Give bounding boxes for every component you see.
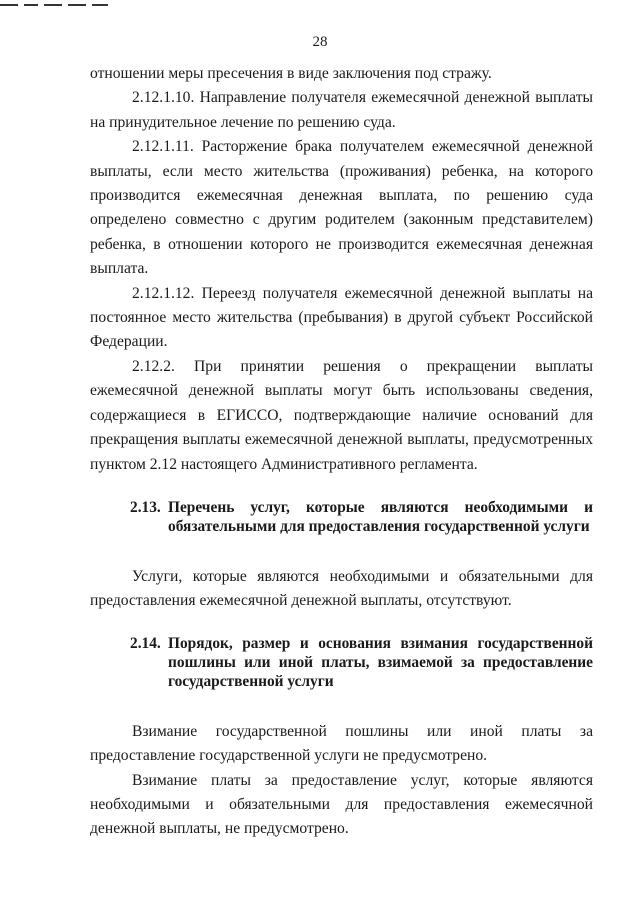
paragraph: 2.12.1.12. Переезд получателя ежемесячной денежной выплаты на постоянное место жительства (пребывания) в другой субъект Российской Федерации. bbox=[90, 284, 593, 351]
scan-artifact bbox=[0, 4, 18, 6]
document-body bbox=[90, 62, 593, 842]
paragraph: 2.12.1.10. Направление получателя ежемесячной денежной выплаты на принудительное лечение по решению суда. bbox=[90, 89, 593, 131]
paragraph: Взимание государственной пошлины или иной платы за предоставление государственной услуги не предусмотрено. bbox=[90, 722, 593, 765]
scan-artifact bbox=[24, 4, 38, 6]
paragraph: Взимание платы за предоставление услуг, которые являются необходимыми и обязательными для предоставления ежемесячной денежной выплаты, не предусмотрено. bbox=[90, 771, 593, 838]
scan-artifact bbox=[68, 4, 86, 6]
scan-artifact bbox=[44, 4, 62, 6]
section-title: Перечень услуг, которые являются необходимыми и обязательными для предоставления государственной услуги bbox=[168, 498, 593, 535]
paragraph: 2.12.1.11. Расторжение брака получателем ежемесячной денежной выплаты, если место жительства (проживания) ребенка, на которого производится ежемесячная денежная выплата, по решению суда определено совместно с другим родителем (законным представителем) ребенка, в отношении которого не производится ежемесячная денежная выплата. bbox=[90, 138, 593, 278]
section-number: 2.14. bbox=[130, 635, 161, 653]
scan-artifact bbox=[92, 4, 108, 6]
paragraph: Услуги, которые являются необходимыми и обязательными для предоставления ежемесячной денежной выплаты, отсутствуют. bbox=[90, 567, 593, 609]
paragraph: 2.12.2. При принятии решения о прекращении выплаты ежемесячной денежной выплаты могут быть использованы сведения, содержащиеся в ЕГИССО, подтверждающие наличие оснований для прекращения выплаты ежемесячной денежной выплаты, предусмотренных пунктом 2.12 настоящего Административного регламента. bbox=[90, 357, 593, 473]
section-heading-2-14 bbox=[90, 635, 593, 691]
section-number: 2.13. bbox=[130, 498, 161, 516]
paragraph: отношении меры пресечения в виде заключения под стражу. bbox=[90, 65, 492, 82]
page-number: 28 bbox=[312, 34, 328, 50]
section-heading-2-13 bbox=[90, 499, 593, 537]
section-title: Порядок, размер и основания взимания государственной пошлины или иной платы, взимаемой за предоставление государственной услуги bbox=[168, 635, 593, 690]
